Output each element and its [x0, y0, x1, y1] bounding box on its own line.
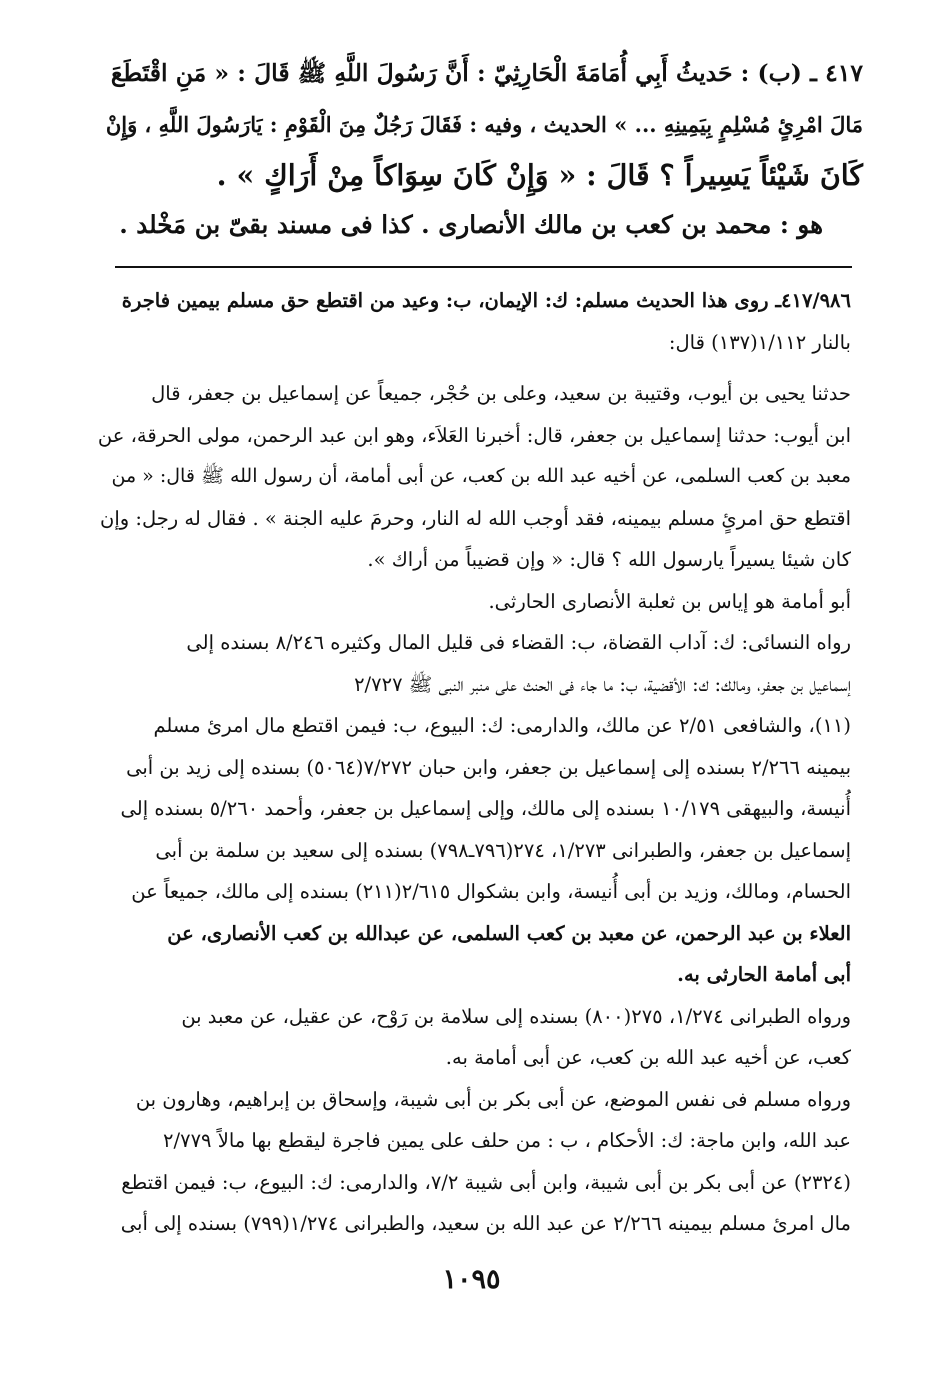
commentary-line: ورواه الطبرانى ١/٢٧٤، ٢٧٥(٨٠٠) بسنده إلى سلامة بن رَوْح، عن عقيل، عن معبد بن [181, 1004, 851, 1028]
commentary-line: أُنيسة، والبيهقى ١٠/١٧٩ بسنده إلى مالك، وإلى إسماعيل بن جعفر، وأحمد ٥/٢٦٠ بسنده إلى [120, 797, 851, 820]
main-hadith-entry [105, 48, 863, 201]
commentary-line: كان شيئا يسيراً يارسول الله ؟ قال: « وإن قضيباً من أراك ». [367, 548, 851, 571]
commentary-line: ابن أيوب: حدثنا إسماعيل بن جعفر، قال: أخبرنا العَلاَء، وهو ابن عبد الرحمن، مولى الحرقة، عن [98, 423, 851, 447]
commentary-paragraph-6 [98, 1079, 851, 1245]
commentary-line: الحسام، ومالك، وزيد بن أبى أُنيسة، وابن بشكوال ٢/٦١٥(٢١١) بسنده إلى مالك، جميعاً عن [131, 880, 851, 903]
commentary-section [98, 280, 851, 1245]
footnote-separator-line [115, 266, 852, 268]
narrator-identification: هو : محمد بن كعب بن مالك الأنصارى . كذا فى مسند بقىّ بن مَخْلد . [119, 210, 823, 239]
commentary-paragraph-1 [98, 280, 851, 363]
commentary-line: ورواه مسلم فى نفس الموضع، عن أبى بكر بن أبى شيبة، وإسحاق بن إبراهيم، وهارون بن [135, 1087, 851, 1111]
commentary-line: بالنار ١/١١٢(١٣٧) قال: [668, 330, 851, 354]
paragraph-gap [98, 363, 851, 373]
commentary-line: أبو أمامة هو إياس بن ثعلبة الأنصارى الحارثى. [488, 589, 851, 613]
commentary-line: عبد الله، وابن ماجة: ك: الأحكام ، ب : من حلف على يمين فاجرة ليقطع بها مالاً ٢/٧٧٩ [163, 1129, 851, 1152]
commentary-paragraph-5 [98, 996, 851, 1079]
commentary-paragraph-3 [98, 581, 851, 623]
commentary-line: ٤١٧/٩٨٦ـ روى هذا الحديث مسلم: ك: الإيمان، ب: وعيد من اقتطع حق مسلم بيمين فاجرة [121, 289, 851, 312]
commentary-line: كعب، عن أخيه عبد الله بن كعب، عن أبى أمامة به. [445, 1046, 851, 1069]
commentary-line: رواه النسائى: ك: آداب القضاة، ب: القضاء فى قليل المال وكثيره ٨/٢٤٦ بسنده إلى [186, 631, 851, 654]
commentary-line: (٢٣٢٤) عن أبى بكر بن أبى شيبة، وابن أبى شيبة ٧/٢، والدارمى: ك: البيوع، ب: فيمن اقتطع [121, 1170, 851, 1194]
commentary-line: حدثنا يحيى بن أيوب، وقتيبة بن سعيد، وعلى بن حُجْر، جميعاً عن إسماعيل بن جعفر، قال [151, 382, 851, 405]
commentary-line: بيمينه ٢/٢٦٦ بسنده إلى إسماعيل بن جعفر، وابن حبان ٧/٢٧٢(٥٠٦٤) بسنده إلى زيد بن أبى [126, 755, 851, 779]
commentary-line: إسماعيل بن جعفر، ومالك: ك: الأقضية، ب: ما جاء فى الحنث على منبر النبى ﷺ ٢/٧٢٧ [354, 672, 851, 696]
commentary-line: مال امرئ مسلم بيمينه ٢/٢٦٦ عن عبد الله بن سعيد، والطبرانى ١/٢٧٤(٧٩٩) بسنده إلى أبى [120, 1212, 851, 1235]
commentary-line: معبد بن كعب السلمى، عن أخيه عبد الله بن كعب، عن أبى أمامة، أن رسول الله ﷺ قال: « من [111, 465, 851, 487]
page-number: ١٠٩٥ [442, 1264, 501, 1295]
commentary-line: العلاء بن عبد الرحمن، عن معبد بن كعب السلمى، عن عبدالله بن كعب الأنصارى، عن [167, 921, 851, 945]
commentary-line: إسماعيل بن جعفر، والطبرانى ١/٢٧٣، ٢٧٤(٧٩٦ـ٧٩٨) بسنده إلى سعيد بن سلمة بن أبى [155, 838, 851, 862]
commentary-line: أبى أمامة الحارثى به. [677, 963, 851, 986]
commentary-paragraph-4 [98, 622, 851, 996]
main-entry-line-3: كَانَ شَيْئاً يَسِيراً ؟ قَالَ : « وَإِنْ كَانَ سِوَاكاً مِنْ أَرَاكٍ » . [216, 158, 863, 192]
main-entry-line-1: ٤١٧ ـ (ب) : حَديثُ أَبِي أُمَامَةَ الْحَارِثِيّ : أَنَّ رَسُولَ اللَّهِ ﷺ قَالَ : « مَنِ اقْتَطَعَ [110, 59, 863, 87]
commentary-line: (١١)، والشافعى ٢/٥١ عن مالك، والدارمى: ك: البيوع، ب: فيمن اقتطع مال امرئ مسلم [153, 714, 851, 737]
main-entry-line-2: مَالَ امْرِئٍ مُسْلِمٍ بِيَمِينِهِ ... » الحديث ، وفيه : فَقَالَ رَجُلٌ مِنَ الْقَوْمِ : يَارَسُولَ اللَّهِ ، وَإِنْ [105, 112, 863, 137]
commentary-paragraph-2 [98, 373, 851, 581]
commentary-line: اقتطع حق امرئٍ مسلم بيمينه، فقد أوجب الله له النار، وحرمَ عليه الجنة » . فقال له رجل: وإن [100, 506, 851, 530]
